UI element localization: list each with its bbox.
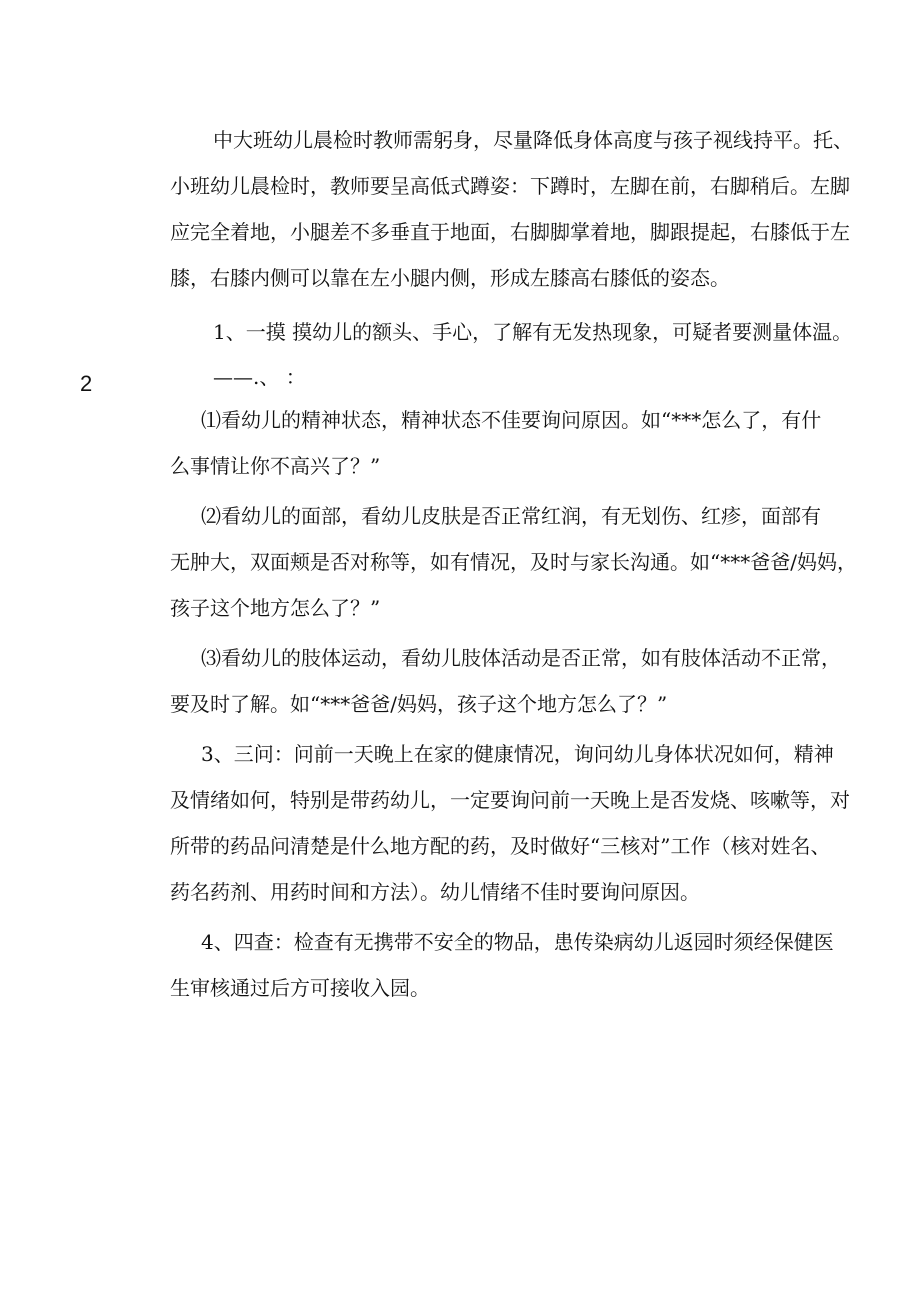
paragraph-line: ⑵看幼儿的面部，看幼儿皮肤是否正常红润，有无划伤、红疹，面部有 — [201, 504, 821, 528]
paragraph-line: ⑴看幼儿的精神状态，精神状态不佳要询问原因。如“***怎么了，有什 — [201, 408, 822, 432]
paragraph-line: 小班幼儿晨检时，教师要呈高低式蹲姿：下蹲时，左脚在前，右脚稍后。左脚 — [170, 174, 850, 198]
paragraph-line: 无肿大，双面颊是否对称等，如有情况，及时与家长沟通。如“***爸爸/妈妈， — [170, 550, 857, 574]
paragraph-line: 4、四查：检查有无携带不安全的物品，患传染病幼儿返园时须经保健医 — [201, 930, 834, 954]
paragraph-line: 孩子这个地方怎么了？” — [170, 596, 381, 620]
paragraph-line: 及情绪如何，特别是带药幼儿，一定要询问前一天晚上是否发烧、咳嗽等，对 — [170, 788, 850, 812]
paragraph-line: 1、一摸 摸幼儿的额头、手心，了解有无发热现象，可疑者要测量体温。 — [213, 320, 853, 344]
paragraph-line: 所带的药品问清楚是什么地方配的药，及时做好“三核对”工作（核对姓名、 — [170, 834, 831, 858]
paragraph-line: 3、三问：问前一天晚上在家的健康情况，询问幼儿身体状况如何，精神 — [201, 742, 834, 766]
margin-page-number: 2 — [80, 371, 93, 396]
paragraph-line: 应完全着地，小腿差不多垂直于地面，右脚脚掌着地，脚跟提起，右膝低于左 — [170, 220, 850, 244]
paragraph-line: 么事情让你不高兴了？” — [170, 454, 381, 478]
paragraph-line: 药名药剂、用药时间和方法）。幼儿情绪不佳时要询问原因。 — [170, 880, 700, 904]
paragraph-line: 生审核通过后方可接收入园。 — [170, 976, 430, 1000]
paragraph-line: 要及时了解。如“***爸爸/妈妈，孩子这个地方怎么了？” — [170, 692, 668, 716]
section-heading: ——.、 ： — [213, 365, 306, 389]
paragraph-line: ⑶看幼儿的肢体运动，看幼儿肢体活动是否正常，如有肢体活动不正常， — [201, 646, 841, 670]
paragraph-line: 中大班幼儿晨检时教师需躬身，尽量降低身体高度与孩子视线持平。托、 — [213, 128, 853, 152]
paragraph-line: 膝，右膝内侧可以靠在左小腿内侧，形成左膝高右膝低的姿态。 — [170, 266, 730, 290]
